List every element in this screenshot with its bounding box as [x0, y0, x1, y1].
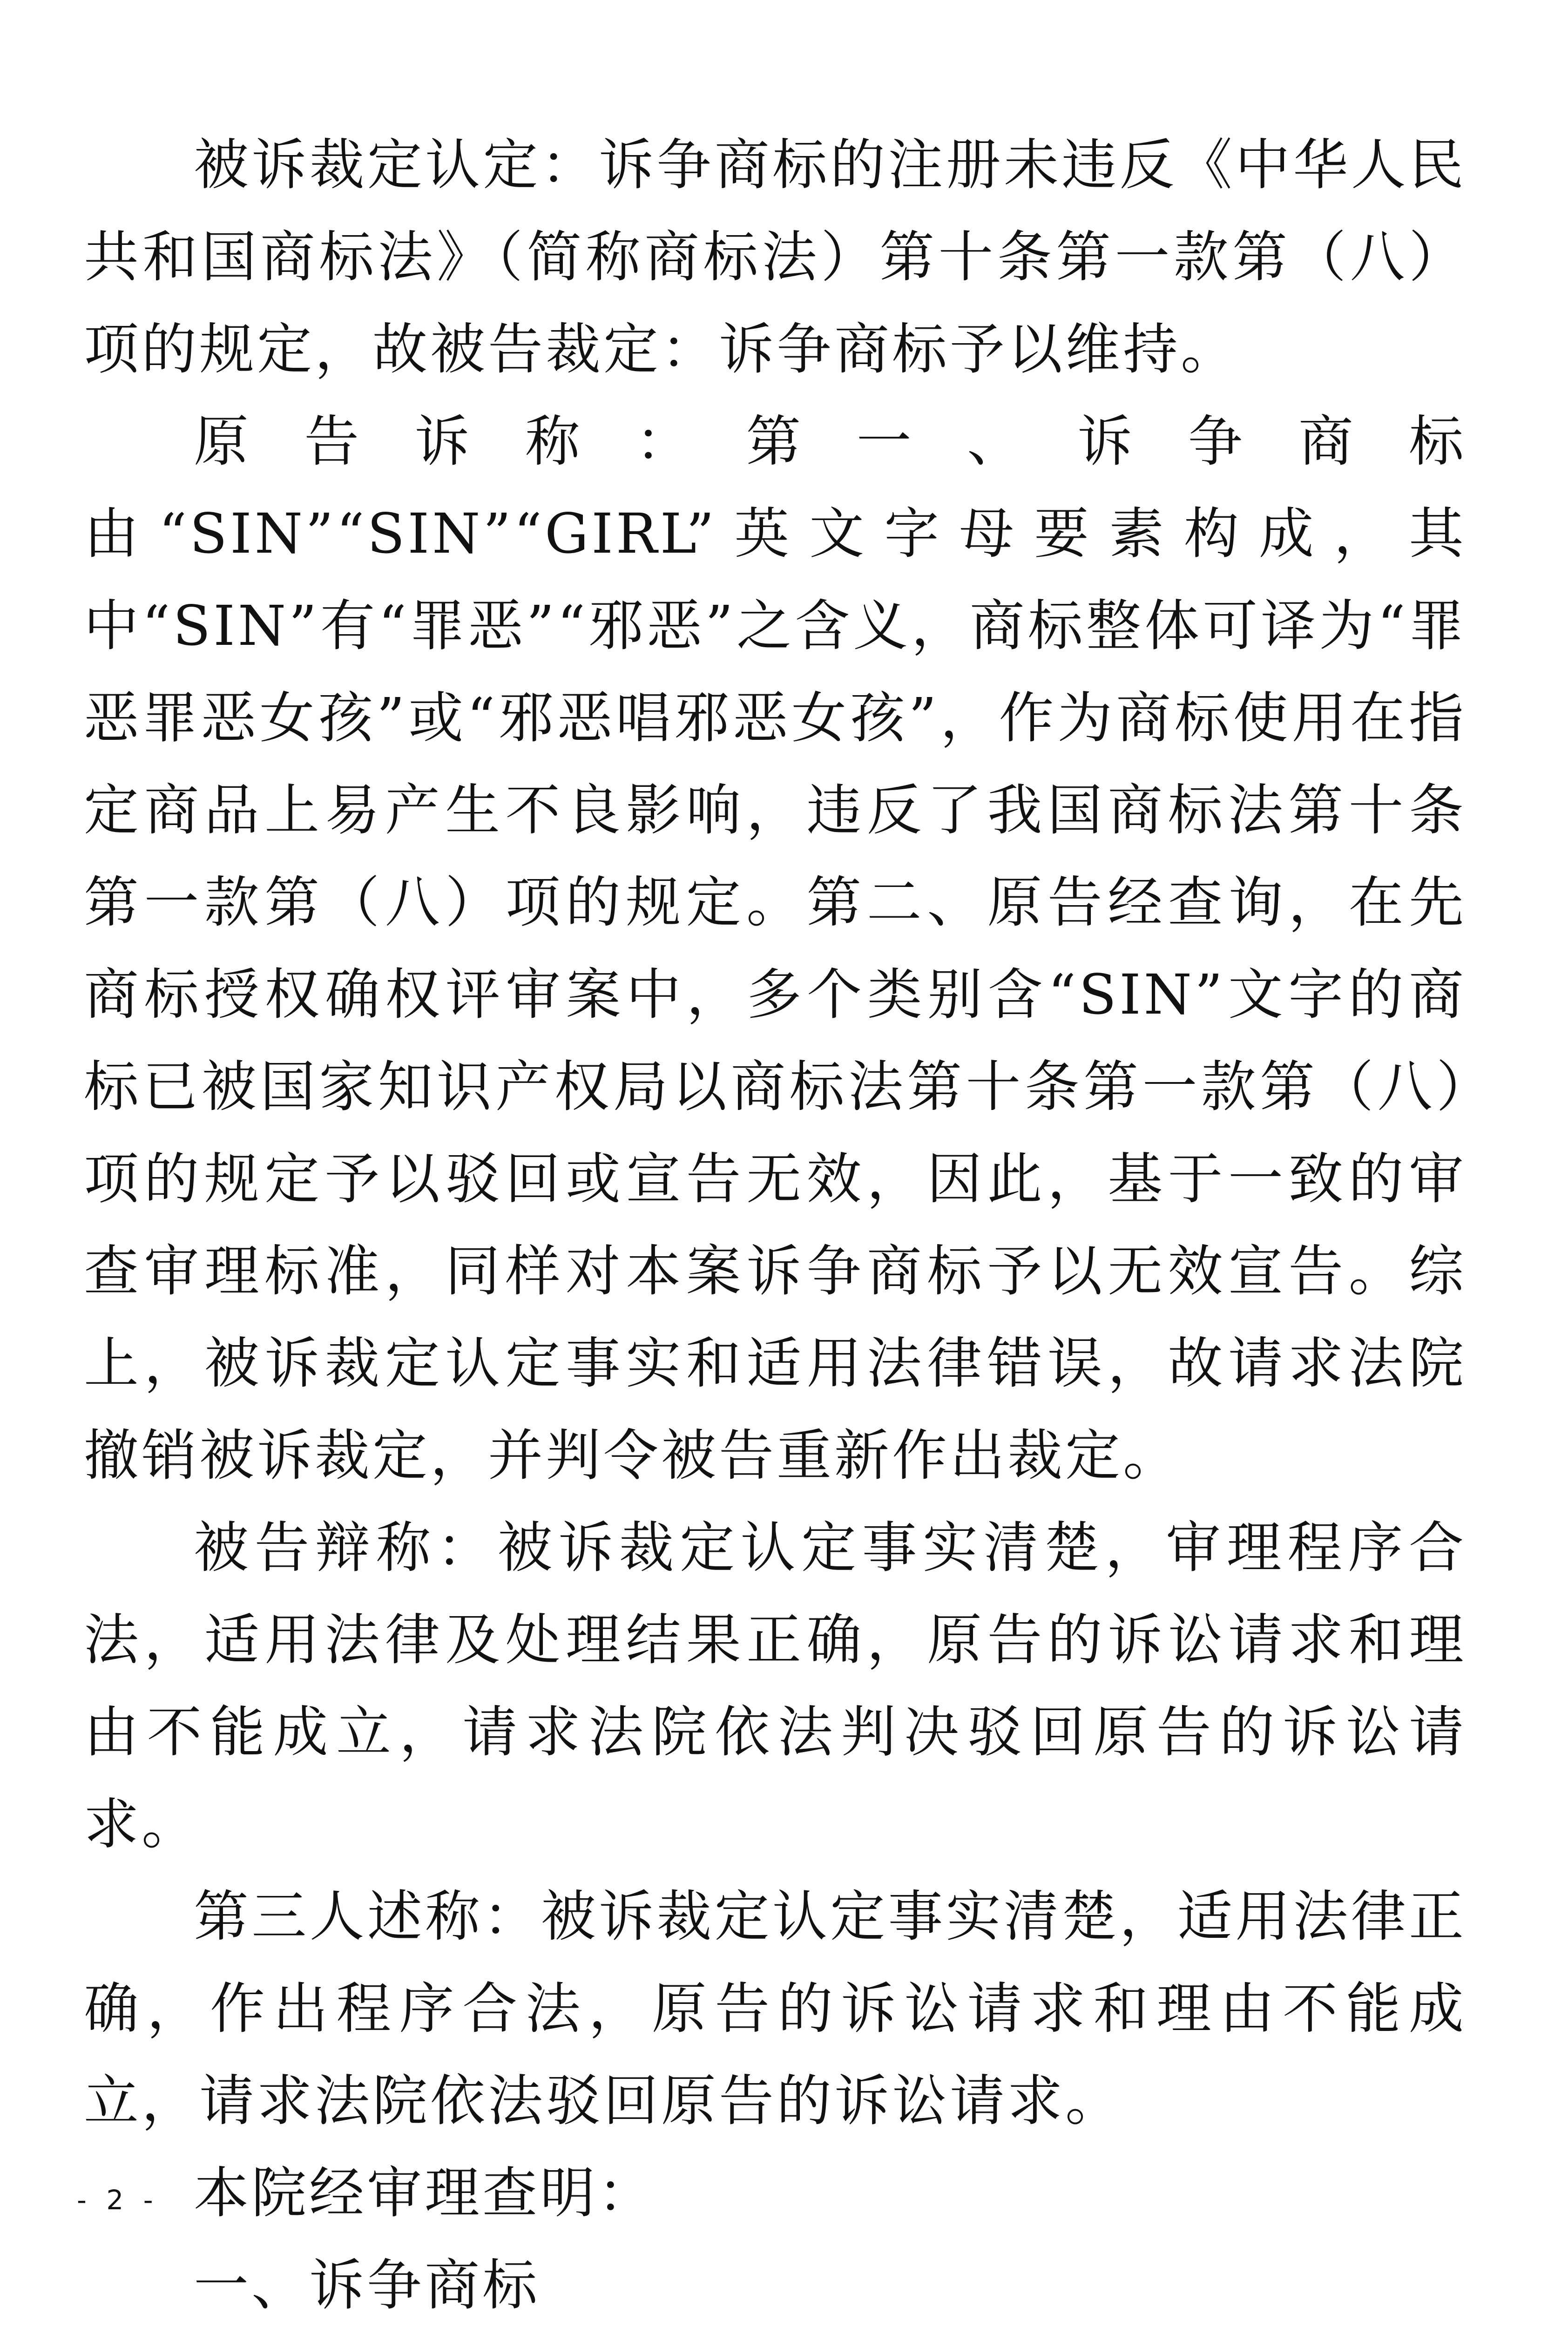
paragraph-court-findings-heading: 本院经审理查明： — [194, 2161, 656, 2225]
paragraph-third-party-statement: 第三人述称：被诉裁定认定事实清楚，适用法律正确，作出程序合法，原告的诉讼请求和理由不能成立，请求法院依法驳回原告的诉讼请求。 — [84, 1884, 1467, 2133]
section-heading-disputed-trademark: 一、诉争商标 — [194, 2253, 541, 2317]
document-body — [84, 119, 1467, 2328]
paragraph-ruling-finding: 被诉裁定认定：诉争商标的注册未违反《中华人民共和国商标法》（简称商标法）第十条第一款第（八）项的规定，故被告裁定：诉争商标予以维持。 — [84, 133, 1467, 381]
page-number: - 2 - — [77, 2184, 159, 2216]
paragraph-defendant-defense: 被告辩称：被诉裁定认定事实清楚，审理程序合法，适用法律及处理结果正确，原告的诉讼请求和理由不能成立，请求法院依法判决驳回原告的诉讼请求。 — [84, 1516, 1467, 1856]
paragraph-plaintiff-claim: 原告诉称：第一、诉争商标由“SIN”“SIN”“GIRL”英文字母要素构成，其中“SIN”有“罪恶”“邪恶”之含义，商标整体可译为“罪恶罪恶女孩”或“邪恶唱邪恶女孩”，作为商标使用在指定商品上易产生不良影响，违反了我国商标法第十条第一款第（八）项的规定。第二、原告经查询，在先商标授权确权评审案中，多个类别含“SIN”文字的商标已被国家知识产权局以商标法第十条第一款第（八）项的规定予以驳回或宣告无效，因此，基于一致的审查审理标准，同样对本案诉争商标予以无效宣告。综上，被诉裁定认定事实和适用法律错误，故请求法院撤销被诉裁定，并判令被告重新作出裁定。 — [84, 409, 1467, 1488]
